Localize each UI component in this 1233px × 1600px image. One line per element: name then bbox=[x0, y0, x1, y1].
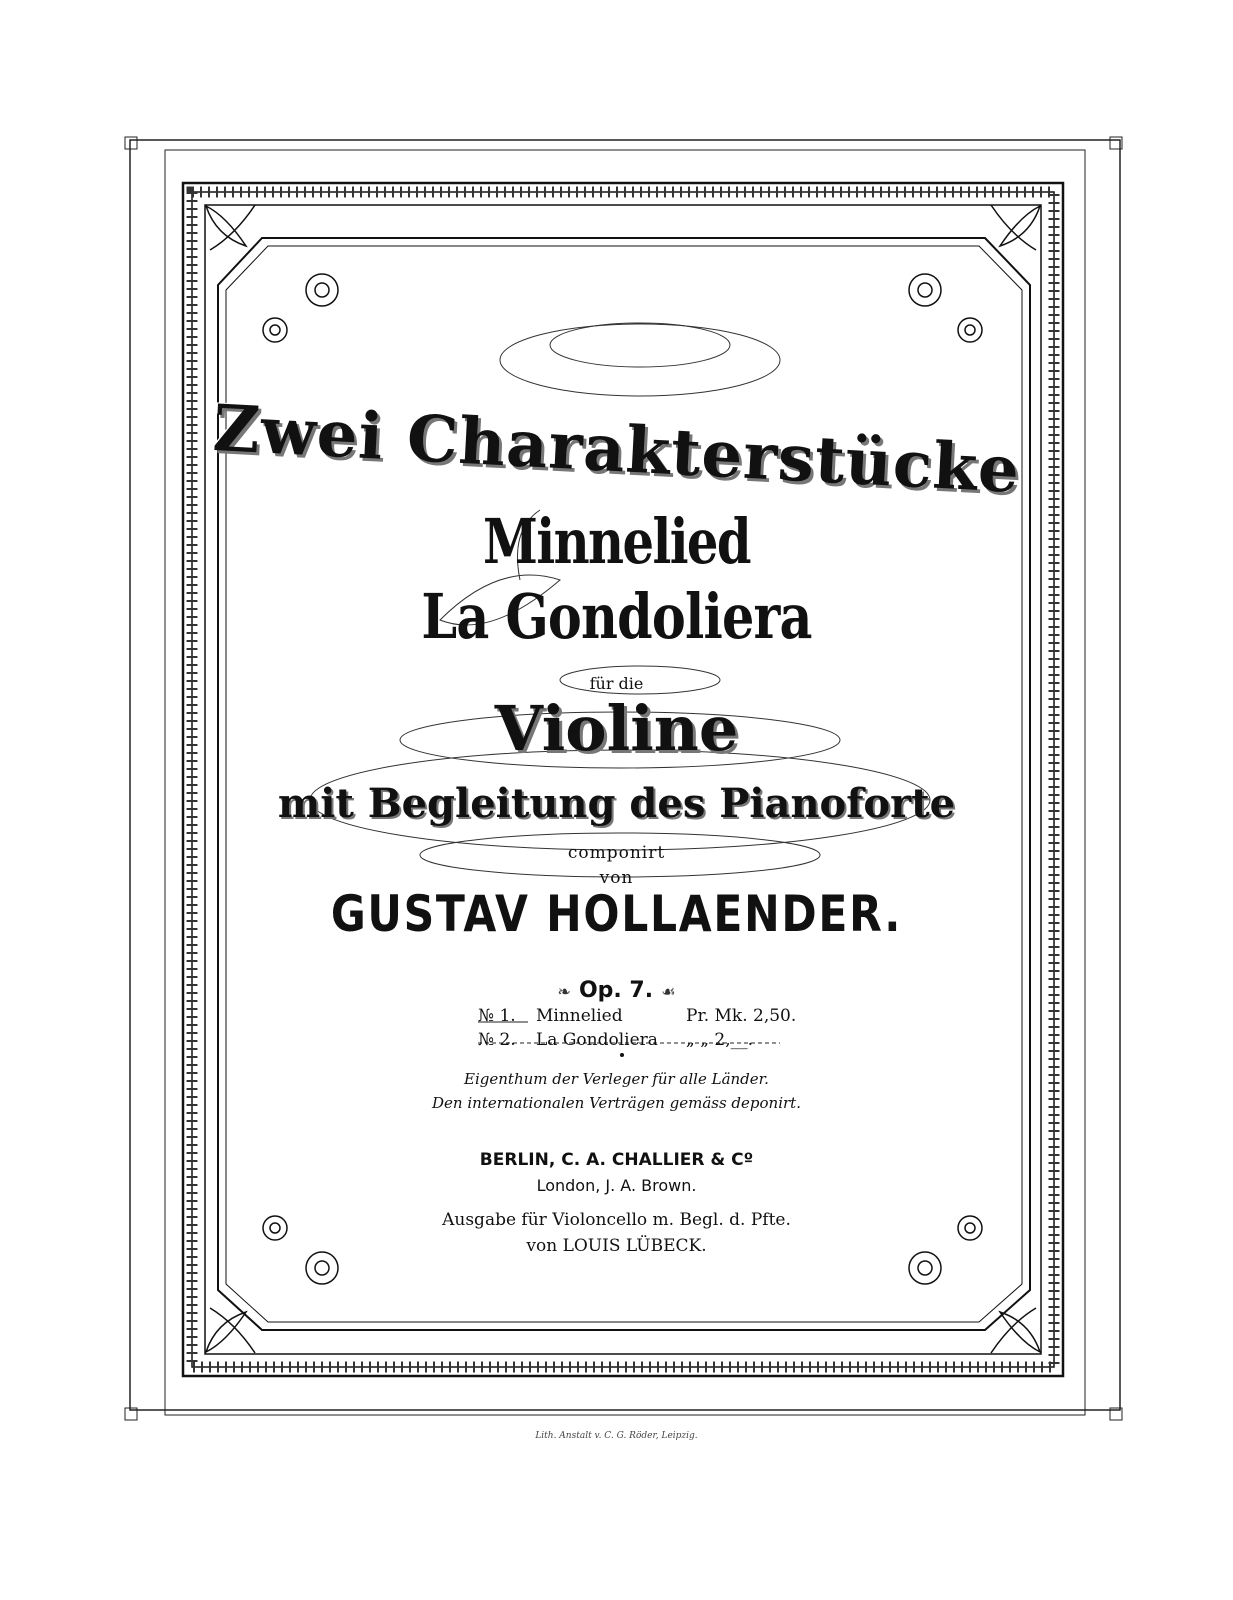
opus-label: Op. 7. bbox=[578, 978, 654, 1003]
instrument-title: Violine bbox=[494, 692, 739, 765]
list-item bbox=[478, 1006, 798, 1026]
fuer-die-text: für die bbox=[589, 674, 644, 693]
page-title: Zwei Charakterstücke bbox=[211, 390, 1022, 509]
publisher-name: BERLIN, C. A. CHALLIER & Cº bbox=[479, 1150, 754, 1170]
piece-number: № 2. bbox=[478, 1030, 516, 1050]
rights-notice-line-2: Den internationalen Verträgen gemäss deponirt. bbox=[432, 1094, 801, 1112]
piece-price: Pr. Mk. 2,50. bbox=[686, 1006, 797, 1026]
arranger-name: von LOUIS LÜBECK. bbox=[526, 1236, 707, 1256]
list-item bbox=[478, 1030, 798, 1050]
piece-title-minnelied: Minnelied bbox=[483, 505, 750, 578]
piece-title-gondoliera: La Gondoliera bbox=[421, 580, 812, 653]
ornament-left-icon: ❧ bbox=[557, 982, 571, 1001]
composer-name: GUSTAV HOLLAENDER. bbox=[330, 885, 903, 943]
componirt-text: componirt bbox=[567, 843, 666, 863]
von-text: von bbox=[599, 868, 634, 888]
accompaniment-line: mit Begleitung des Pianoforte bbox=[277, 780, 956, 827]
edition-note: Ausgabe für Violoncello m. Begl. d. Pfte. bbox=[442, 1210, 791, 1230]
piece-name: Minnelied bbox=[536, 1006, 623, 1026]
ornament-right-icon: ☙ bbox=[661, 982, 676, 1001]
rights-notice-line-1: Eigenthum der Verleger für alle Länder. bbox=[464, 1070, 769, 1088]
piece-number: № 1. bbox=[478, 1006, 516, 1026]
opus-number bbox=[0, 978, 1233, 1003]
engraver-imprint: Lith. Anstalt v. C. G. Röder, Leipzig. bbox=[535, 1431, 698, 1441]
piece-price: „ „ 2,__. bbox=[686, 1030, 754, 1050]
piece-name: La Gondoliera bbox=[536, 1030, 658, 1050]
publisher-london: London, J. A. Brown. bbox=[536, 1176, 697, 1195]
